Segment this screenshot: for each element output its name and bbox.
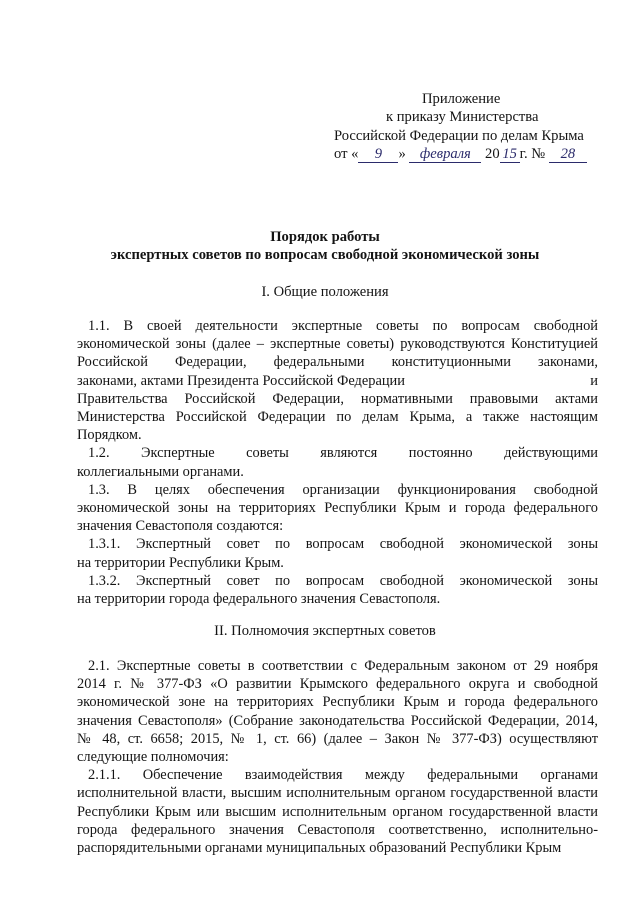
title-line-1: Порядок работы — [270, 229, 380, 245]
handwritten-year: 15 — [500, 147, 520, 163]
handwritten-order-number: 28 — [549, 147, 587, 163]
handwritten-month: февраля — [409, 147, 481, 163]
p-1-1-line: Порядком. — [77, 427, 142, 444]
p-1-3-1-line: 1.3.1. Экспертный совет по вопросам свободной экономической зоны — [88, 536, 598, 553]
p-1-1-line: Российской Федерации, федеральными конституционными законами, — [77, 354, 598, 371]
p-1-1-line: 1.1. В своей деятельности экспертные советы по вопросам свободной — [88, 318, 598, 334]
p-2-1-1-line: города федерального значения Севастополя соответственно, исполнительно- — [77, 821, 598, 838]
p-2-1-line: следующие полномочия: — [77, 748, 229, 765]
p-1-1-line: Правительства Российской Федерации, нормативными правовыми актами — [77, 390, 598, 407]
order-date-line — [334, 145, 604, 163]
p-1-3-1-line: на территории Республики Крым. — [77, 554, 284, 571]
year-prefix: 20 — [485, 145, 500, 162]
p-2-1-1-line: распорядительными органами муниципальных образований Республики Крым — [77, 839, 562, 856]
ministry-name: Российской Федерации по делам Крыма — [334, 127, 584, 144]
handwritten-day: 9 — [358, 147, 398, 163]
p-2-1-1-line: исполнительной власти, высшим исполнительным органом государственной власти — [77, 785, 598, 802]
p-1-1-line — [77, 372, 598, 390]
p-1-1-conj: и — [590, 372, 598, 389]
title-line-2: экспертных советов по вопросам свободной экономической зоны — [110, 247, 540, 263]
p-1-2-line: 1.2. Экспертные советы являются постоянно действующими — [88, 445, 598, 462]
p-2-1-line: 2.1. Экспертные советы в соответствии с Федеральным законом от 29 ноября — [88, 658, 598, 674]
p-2-1-line: № 48, ст. 6658; 2015, № 1, ст. 66) (далее – Закон № 377-ФЗ) осуществляют — [77, 730, 598, 747]
date-mid: » — [398, 145, 406, 162]
date-prefix: от « — [334, 145, 359, 162]
p-1-3-2-line: 1.3.2. Экспертный совет по вопросам свободной экономической зоны — [88, 572, 598, 589]
p-1-1-text: законами, актами Президента Российской Федерации — [77, 372, 405, 389]
section-2-body — [77, 657, 598, 857]
section-1-body — [77, 317, 598, 608]
p-1-3-line: 1.3. В целях обеспечения организации функционирования свободной — [88, 481, 598, 498]
p-1-3-line: экономической зоны на территориях Республики Крым и города федерального — [77, 499, 598, 516]
p-1-1-line: Министерства Российской Федерации по делам Крыма, а также настоящим — [77, 408, 598, 425]
p-1-1-line: экономической зоны (далее – экспертные советы) руководствуются Конституцией — [77, 336, 598, 353]
section-2-heading: II. Полномочия экспертных советов — [214, 623, 436, 639]
p-1-2-line: коллегиальными органами. — [77, 463, 244, 480]
p-2-1-1-line: 2.1.1. Обеспечение взаимодействия между федеральными органами — [88, 767, 598, 784]
p-2-1-line: 2014 г. № 377-ФЗ «О развитии Крымского федерального округа и свободной — [77, 676, 598, 693]
appendix-label: Приложение — [422, 91, 501, 107]
year-unit: г. — [519, 145, 528, 162]
section-1-heading: I. Общие положения — [261, 284, 389, 300]
appendix-header — [334, 90, 604, 163]
p-2-1-line: значения Севастополя» (Собрание законодательства Российской Федерации, 2014, — [77, 712, 598, 729]
p-2-1-1-line: Республики Крым или высшим исполнительным органом государственной власти — [77, 803, 598, 820]
order-reference: к приказу Министерства — [386, 109, 539, 126]
document-title — [60, 228, 590, 264]
p-1-3-2-line: на территории города федерального значения Севастополя. — [77, 590, 441, 607]
number-sign: № — [531, 145, 546, 162]
p-1-3-line: значения Севастополя создаются: — [77, 518, 284, 535]
p-2-1-line: экономической зоне на территориях Республики Крым и города федерального — [77, 694, 598, 711]
